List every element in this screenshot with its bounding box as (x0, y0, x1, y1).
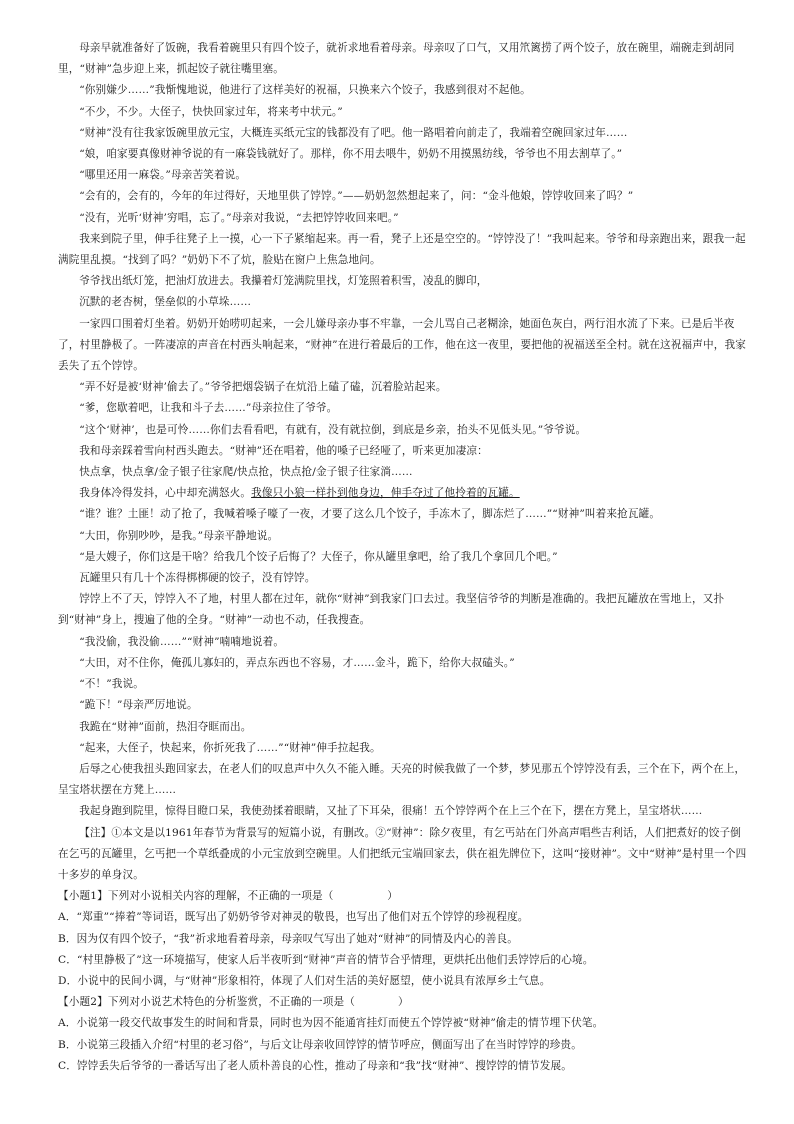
body-paragraph: “没有，光听‘财神’穷唱，忘了。”母亲对我说，“去把饽饽收回来吧。” (79, 211, 399, 224)
body-paragraph: “谁？谁？土匪！动了抢了，我喊着嗓子嚎了一夜，才要了这么几个饺子，手冻木了，脚冻烂了……”“财神”叫着来抢瓦罐。 (79, 508, 661, 521)
body-paragraph: 我跪在“财神”面前，热泪夺眶而出。 (79, 720, 252, 733)
body-paragraph: “不少，不少。大侄子，快快回家过年，将来考中状元。” (79, 105, 343, 118)
question-title: 【小题2】下列对小说艺术特色的分析鉴赏，不正确的一项是（ ） (58, 996, 409, 1009)
body-paragraph: 后辱之心使我扭头跑回家去，在老人们的叹息声中久久不能入睡。天亮的时候我做了一个梦，梦见那五个饽饽没有丢，三个在下，两个在上，呈宝塔状摆在方凳上…… (58, 762, 746, 797)
answer-option: B．因为仅有四个饺子，“我”祈求地看着母亲，母亲叹气写出了她对“财神”的同情及内心的善良。 (58, 932, 518, 945)
body-paragraph: “这个‘财神’，也是可怜……你们去看看吧，有就有，没有就拉倒，到底是乡亲，抬头不见低头见。”爷爷说。 (79, 423, 587, 436)
body-paragraph: 爷爷找出纸灯笼，把油灯放进去。我攥着灯笼满院里找，灯笼照着积雪，凌乱的脚印， (79, 275, 488, 288)
body-paragraph: “哪里还用一麻袋。”母亲苦笑着说。 (79, 169, 247, 182)
answer-option: C．饽饽丢失后爷爷的一番话写出了老人质朴善良的心性，推动了母亲和“我”找“财神”、搜饽饽的情节发展。 (58, 1059, 572, 1072)
answer-option: A．小说第一段交代故事发生的时间和背景，同时也为因不能通宵挂灯而使五个饽饽被“财神”偷走的情节埋下伏笔。 (58, 1017, 604, 1030)
body-paragraph: 我起身跑到院里，惊得目瞪口呆，我使劲揉着眼睛，又扯了下耳朵，很痛！五个饽饽两个在上三个在下，摆在方凳上，呈宝塔状…… (79, 805, 703, 818)
body-paragraph: 我和母亲踩着雪向村西头跑去。“财神”还在唱着，他的嗓子已经哑了，听来更加凄凉： (79, 444, 488, 457)
body-paragraph: “财神”没有往我家饭碗里放元宝，大概连买纸元宝的钱都没有了吧。他一路唱着向前走了，我端着空碗回家过年…… (79, 126, 628, 139)
body-paragraph: “娘，咱家要真像财神爷说的有一麻袋钱就好了。那样，你不用去喂牛，奶奶不用摸黑纺线，爷爷也不用去割草了。” (79, 148, 623, 161)
answer-option: B．小说第三段插入介绍“村里的老习俗”，与后文让母亲收回饽饽的情节呼应，侧面写出了在当时饽饽的珍贵。 (58, 1038, 583, 1051)
body-paragraph: “不！”我说。 (79, 678, 145, 691)
body-paragraph: 母亲早就准备好了饭碗，我看着碗里只有四个饺子，就祈求地看着母亲。母亲叹了口气，又用笊篱捞了两个饺子，放在碗里，端碗走到胡同里，“财神”急步迎上来，抓起饺子就往嘴里塞。 (58, 42, 735, 76)
body-paragraph: 我来到院子里，伸手往凳子上一摸，心一下子紧缩起来。再一看，凳子上还是空空的。“饽饽没了！”我叫起来。爷爷和母亲跑出来，跟我一起满院里乱摸。“找到了吗？”奶奶下不了炕，脸贴在窗户上焦急地问。 (58, 232, 746, 267)
document-page (58, 38, 748, 1077)
body-paragraph: “你别嫌少……”我惭愧地说，他进行了这样美好的祝福，只换来六个饺子，我感到很对不起他。 (79, 84, 531, 97)
body-paragraph (58, 483, 748, 504)
body-paragraph: “起来，大侄子，快起来，你折死我了……”“财神”伸手拉起我。 (79, 741, 381, 754)
underlined-sentence: 我像只小狼一样扑到他身边，伸手夺过了他拎着的瓦罐。 (251, 487, 520, 500)
body-paragraph: “我没偷，我没偷……”“财神”喃喃地说着。 (79, 635, 285, 648)
body-paragraph: “跪下！”母亲严厉地说。 (79, 699, 198, 712)
body-paragraph: “弄不好是被‘财神’偷去了。”爷爷把烟袋锅子在炕沿上磕了磕，沉着脸站起来。 (79, 381, 447, 394)
paragraph-text: 我身体冷得发抖，心中却充满怒火。 (79, 487, 252, 500)
footnote-paragraph: 【注】①本文是以1961年春节为背景写的短篇小说，有删改。②“财神”：除夕夜里，有乞丐站在门外高声唱些吉利话，人们把煮好的饺子倒在乞丐的瓦罐里，乞丐把一个草纸叠成的小元宝放到空碗里。人们把纸元宝端回家去，供在祖先牌位下，这叫“接财神”。文中“财神”是村里一个四十多岁的单身汉。 (58, 826, 747, 881)
body-paragraph: “爹，您歇着吧，让我和斗子去……”母亲拉住了爷爷。 (79, 402, 338, 415)
body-paragraph: “大田，你别吵吵，是我。”母亲平静地说。 (79, 529, 279, 542)
body-paragraph: 快点拿，快点拿/金子银子往家爬/快点抢，快点抢/金子银子往家淌…… (79, 466, 413, 479)
body-paragraph: 一家四口围着灯坐着。奶奶开始唠叨起来，一会儿嫌母亲办事不牢靠，一会儿骂自己老糊涂，她面色灰白，两行泪水流了下来。已是后半夜了，村里静极了。一阵凄凉的声音在村西头响起来，“财神”在进行着最后的工作，他在这一夜里，要把他的祝福送至全村。就在这祝福声中，我家丢失了五个饽饽。 (58, 317, 746, 373)
body-paragraph: 饽饽上不了天，饽饽入不了地，村里人都在过年，就你“财神”到我家门口去过。我坚信爷爷的判断是准确的。我把瓦罐放在雪地上，又扑到“财神”身上，搜遍了他的全身。“财神”一动也不动，任我搜查。 (58, 593, 725, 627)
body-paragraph: 瓦罐里只有几十个冻得梆梆硬的饺子，没有饽饽。 (79, 572, 316, 585)
body-paragraph: “大田，对不住你，俺孤儿寡妇的，弄点东西也不容易，才……金斗，跪下，给你大叔磕头。” (79, 656, 515, 669)
body-paragraph: “会有的，会有的，今年的年过得好，天地里供了饽饽。”——奶奶忽然想起来了，问：“金斗他娘，饽饽收回来了吗？” (79, 190, 634, 203)
answer-option: A．“郑重”“捧着”等词语，既写出了奶奶爷爷对神灵的敬畏，也写出了他们对五个饽饽的珍视程度。 (58, 911, 529, 924)
answer-option: D．小说中的民间小调，与“财神”形象相符，体现了人们对生活的美好愿望，使小说具有浓厚乡土气息。 (58, 974, 551, 987)
body-paragraph: 沉默的老杏树，堡垒似的小草垛…… (79, 296, 252, 309)
body-paragraph: “是大嫂子，你们这是干啥？给我几个饺子后悔了？大侄子，你从罐里拿吧，给了我几个拿回几个吧。” (79, 550, 558, 563)
answer-option: C．“村里静极了”这一环境描写，使家人后半夜听到“财神”声音的情节合乎情理，更烘托出他们丢饽饽后的心境。 (58, 953, 594, 966)
question-title: 【小题1】下列对小说相关内容的理解，不正确的一项是（ ） (58, 890, 398, 903)
